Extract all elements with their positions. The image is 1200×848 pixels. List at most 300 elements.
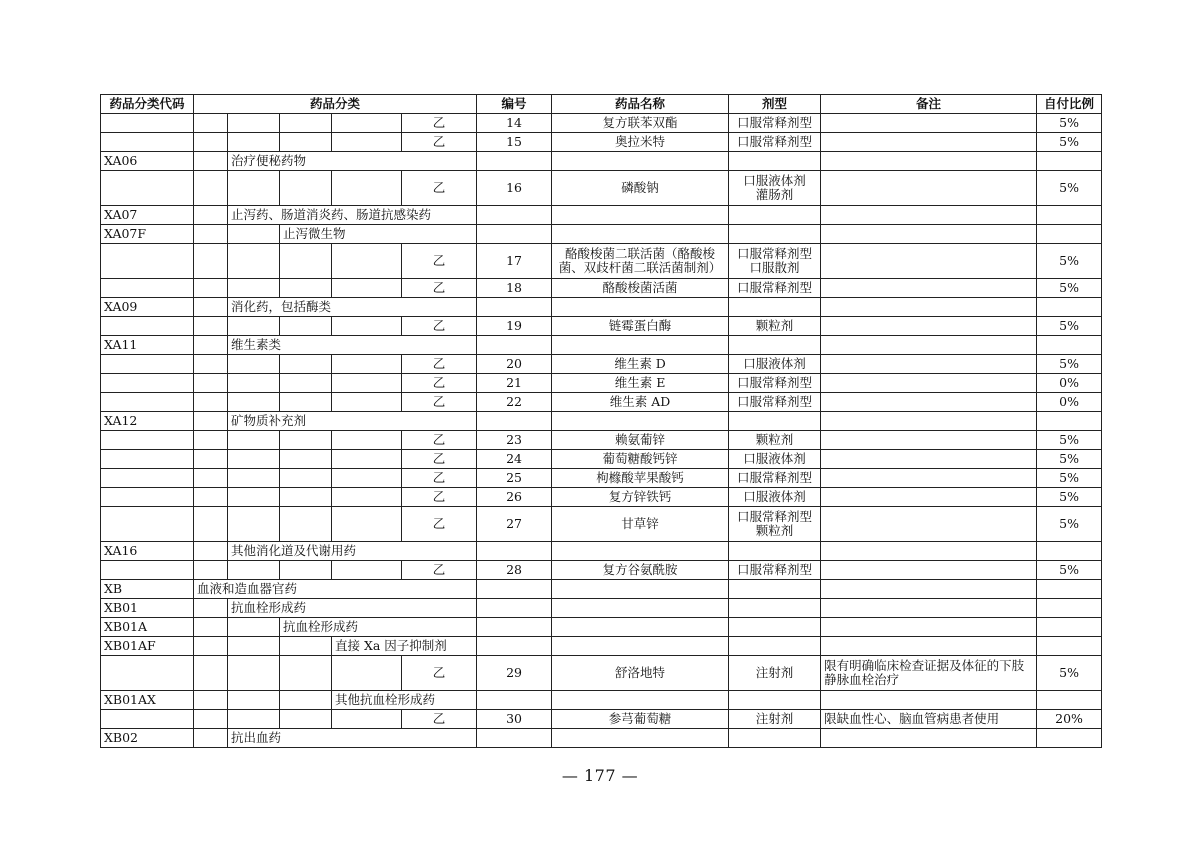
empty-remark-cell [821,152,1037,171]
category-indent-cell [194,279,228,298]
empty-remark-cell [821,298,1037,317]
empty-number-cell [477,729,552,748]
drug-number: 24 [477,450,552,469]
category-indent-cell [332,469,402,488]
category-indent-cell [194,469,228,488]
category-row [101,336,1102,355]
form-line: 口服液体剂 [743,451,806,466]
drug-grade: 乙 [402,507,477,542]
empty-ratio-cell [1037,618,1102,637]
self-pay-ratio: 5% [1037,431,1102,450]
category-indent-cell [228,507,280,542]
category-code: XB01 [101,599,194,618]
category-indent-cell [194,561,228,580]
category-indent-cell [194,691,228,710]
category-indent-cell [332,507,402,542]
drug-form [729,317,821,336]
category-indent-cell [194,599,228,618]
category-row [101,412,1102,431]
drug-form [729,488,821,507]
drug-grade: 乙 [402,114,477,133]
drug-form [729,244,821,279]
category-indent-cell [194,618,228,637]
drug-remark [821,561,1037,580]
drug-number: 19 [477,317,552,336]
empty-name-cell [552,580,729,599]
self-pay-ratio: 5% [1037,450,1102,469]
category-indent-cell [280,450,332,469]
form-line: 注射剂 [755,665,794,680]
drug-form [729,114,821,133]
category-indent-cell [280,507,332,542]
drug-row [101,507,1102,542]
category-indent-cell [332,393,402,412]
drug-row [101,171,1102,206]
category-code: XA07F [101,225,194,244]
drug-name: 酪酸梭菌活菌 [552,279,729,298]
category-label: 止泻微生物 [280,225,477,244]
empty-number-cell [477,580,552,599]
category-indent-cell [228,133,280,152]
category-indent-cell [194,317,228,336]
empty-form-cell [729,542,821,561]
empty-name-cell [552,599,729,618]
drug-form [729,393,821,412]
drug-name: 维生素 AD [552,393,729,412]
category-label: 其他消化道及代谢用药 [228,542,477,561]
category-label: 其他抗血栓形成药 [332,691,477,710]
category-code: XA11 [101,336,194,355]
drug-grade: 乙 [402,561,477,580]
category-code [101,431,194,450]
form-line: 口服常释剂型 [737,394,813,409]
drug-remark [821,133,1037,152]
drug-row [101,450,1102,469]
self-pay-ratio: 0% [1037,393,1102,412]
empty-remark-cell [821,412,1037,431]
self-pay-ratio: 5% [1037,279,1102,298]
table-header-row [101,95,1102,114]
drug-number: 17 [477,244,552,279]
category-indent-cell [280,488,332,507]
header-remark: 备注 [821,95,1037,114]
drug-grade: 乙 [402,488,477,507]
form-line: 口服常释剂型 [737,246,813,261]
category-indent-cell [332,317,402,336]
category-code: XA06 [101,152,194,171]
self-pay-ratio: 5% [1037,656,1102,691]
form-line: 注射剂 [755,711,794,726]
category-indent-cell [332,488,402,507]
drug-remark [821,393,1037,412]
empty-number-cell [477,152,552,171]
drug-number: 28 [477,561,552,580]
drug-remark [821,114,1037,133]
self-pay-ratio: 5% [1037,507,1102,542]
form-line: 口服常释剂型 [737,280,813,295]
category-label: 消化药，包括酶类 [228,298,477,317]
category-indent-cell [228,691,280,710]
category-label: 血液和造血器官药 [194,580,477,599]
drug-remark [821,244,1037,279]
empty-name-cell [552,225,729,244]
drug-row [101,393,1102,412]
category-code [101,133,194,152]
empty-number-cell [477,618,552,637]
empty-form-cell [729,691,821,710]
drug-remark: 限缺血性心、脑血管病患者使用 [821,710,1037,729]
category-indent-cell [332,279,402,298]
drug-number: 27 [477,507,552,542]
empty-number-cell [477,599,552,618]
drug-name: 参芎葡萄糖 [552,710,729,729]
drug-name: 维生素 E [552,374,729,393]
category-indent-cell [280,656,332,691]
drug-remark: 限有明确临床检查证据及体征的下肢静脉血栓治疗 [821,656,1037,691]
category-indent-cell [194,412,228,431]
drug-row [101,710,1102,729]
drug-remark [821,450,1037,469]
drug-name: 维生素 D [552,355,729,374]
drug-name: 复方联苯双酯 [552,114,729,133]
form-line: 灌肠剂 [755,187,794,202]
category-code: XB01A [101,618,194,637]
form-line: 口服常释剂型 [737,470,813,485]
empty-form-cell [729,206,821,225]
drug-remark [821,431,1037,450]
category-label: 维生素类 [228,336,477,355]
drug-grade: 乙 [402,656,477,691]
drug-name: 链霉蛋白酶 [552,317,729,336]
category-code [101,710,194,729]
empty-ratio-cell [1037,152,1102,171]
empty-name-cell [552,618,729,637]
drug-row [101,431,1102,450]
drug-grade: 乙 [402,355,477,374]
category-indent-cell [194,656,228,691]
page-number: — 177 — [561,766,639,785]
empty-ratio-cell [1037,412,1102,431]
category-indent-cell [194,542,228,561]
drug-grade: 乙 [402,431,477,450]
empty-remark-cell [821,637,1037,656]
empty-form-cell [729,618,821,637]
category-code: XA12 [101,412,194,431]
drug-name: 葡萄糖酸钙锌 [552,450,729,469]
category-indent-cell [194,206,228,225]
category-indent-cell [228,637,280,656]
category-label: 抗血栓形成药 [280,618,477,637]
category-indent-cell [280,355,332,374]
drug-grade: 乙 [402,317,477,336]
drug-name: 酪酸梭菌二联活菌（酪酸梭菌、双歧杆菌二联活菌制剂） [552,244,729,279]
category-indent-cell [228,618,280,637]
self-pay-ratio: 5% [1037,355,1102,374]
category-indent-cell [194,507,228,542]
drug-name: 复方锌铁钙 [552,488,729,507]
category-indent-cell [228,225,280,244]
empty-form-cell [729,412,821,431]
category-indent-cell [280,431,332,450]
header-code: 药品分类代码 [101,95,194,114]
form-line: 口服常释剂型 [737,509,813,524]
category-indent-cell [228,393,280,412]
category-code [101,393,194,412]
empty-name-cell [552,206,729,225]
category-indent-cell [228,710,280,729]
category-indent-cell [228,355,280,374]
drug-row [101,133,1102,152]
category-indent-cell [332,374,402,393]
drug-name: 复方谷氨酰胺 [552,561,729,580]
empty-ratio-cell [1037,225,1102,244]
drug-form [729,431,821,450]
self-pay-ratio: 5% [1037,114,1102,133]
category-indent-cell [228,279,280,298]
drug-remark [821,374,1037,393]
empty-form-cell [729,336,821,355]
drug-row [101,317,1102,336]
category-code [101,488,194,507]
drug-form [729,710,821,729]
empty-ratio-cell [1037,637,1102,656]
form-line: 颗粒剂 [755,318,794,333]
empty-ratio-cell [1037,298,1102,317]
drug-grade: 乙 [402,279,477,298]
drug-catalog-table [100,94,1102,748]
category-code [101,114,194,133]
empty-form-cell [729,637,821,656]
drug-name: 奥拉米特 [552,133,729,152]
category-code [101,507,194,542]
empty-remark-cell [821,542,1037,561]
drug-number: 21 [477,374,552,393]
category-label: 抗出血药 [228,729,477,748]
self-pay-ratio: 5% [1037,244,1102,279]
empty-remark-cell [821,729,1037,748]
empty-remark-cell [821,580,1037,599]
empty-ratio-cell [1037,729,1102,748]
category-indent-cell [332,355,402,374]
category-indent-cell [332,171,402,206]
category-row [101,206,1102,225]
empty-number-cell [477,691,552,710]
category-row [101,298,1102,317]
empty-number-cell [477,637,552,656]
category-code [101,244,194,279]
category-row [101,152,1102,171]
category-label: 矿物质补充剂 [228,412,477,431]
category-indent-cell [194,152,228,171]
category-row [101,729,1102,748]
drug-number: 22 [477,393,552,412]
category-indent-cell [332,656,402,691]
drug-name: 舒洛地特 [552,656,729,691]
drug-row [101,469,1102,488]
header-name: 药品名称 [552,95,729,114]
self-pay-ratio: 5% [1037,469,1102,488]
category-indent-cell [280,244,332,279]
category-label: 直接 Xa 因子抑制剂 [332,637,477,656]
category-indent-cell [332,450,402,469]
drug-grade: 乙 [402,171,477,206]
category-indent-cell [280,317,332,336]
empty-ratio-cell [1037,580,1102,599]
category-code [101,279,194,298]
drug-name: 磷酸钠 [552,171,729,206]
category-indent-cell [228,469,280,488]
category-indent-cell [194,133,228,152]
category-code [101,355,194,374]
category-indent-cell [228,374,280,393]
drug-remark [821,279,1037,298]
category-indent-cell [194,374,228,393]
category-label: 抗血栓形成药 [228,599,477,618]
drug-remark [821,355,1037,374]
drug-remark [821,507,1037,542]
header-category: 药品分类 [194,95,477,114]
form-line: 口服常释剂型 [737,562,813,577]
drug-form [729,656,821,691]
empty-ratio-cell [1037,542,1102,561]
form-line: 口服常释剂型 [737,375,813,390]
form-line: 颗粒剂 [755,523,794,538]
category-indent-cell [194,488,228,507]
drug-number: 30 [477,710,552,729]
empty-name-cell [552,336,729,355]
drug-grade: 乙 [402,469,477,488]
category-row [101,542,1102,561]
drug-remark [821,171,1037,206]
drug-number: 29 [477,656,552,691]
empty-ratio-cell [1037,336,1102,355]
self-pay-ratio: 5% [1037,171,1102,206]
empty-remark-cell [821,618,1037,637]
category-indent-cell [332,244,402,279]
empty-form-cell [729,225,821,244]
category-indent-cell [228,431,280,450]
category-code: XB [101,580,194,599]
category-indent-cell [228,171,280,206]
category-indent-cell [332,431,402,450]
empty-ratio-cell [1037,206,1102,225]
category-indent-cell [228,244,280,279]
category-indent-cell [280,171,332,206]
empty-form-cell [729,580,821,599]
category-indent-cell [280,710,332,729]
drug-remark [821,317,1037,336]
empty-number-cell [477,206,552,225]
category-indent-cell [228,561,280,580]
category-indent-cell [280,637,332,656]
empty-form-cell [729,729,821,748]
category-indent-cell [194,637,228,656]
drug-number: 16 [477,171,552,206]
header-number: 编号 [477,95,552,114]
category-code: XB02 [101,729,194,748]
category-indent-cell [228,656,280,691]
category-indent-cell [194,355,228,374]
empty-name-cell [552,542,729,561]
empty-name-cell [552,637,729,656]
form-line: 口服液体剂 [743,173,806,188]
drug-row [101,355,1102,374]
category-indent-cell [280,469,332,488]
category-code: XA07 [101,206,194,225]
empty-name-cell [552,152,729,171]
drug-row [101,656,1102,691]
empty-remark-cell [821,599,1037,618]
category-indent-cell [194,114,228,133]
drug-form [729,450,821,469]
empty-ratio-cell [1037,691,1102,710]
drug-form [729,469,821,488]
drug-grade: 乙 [402,450,477,469]
drug-remark [821,469,1037,488]
empty-number-cell [477,336,552,355]
drug-number: 23 [477,431,552,450]
drug-form [729,355,821,374]
drug-remark [821,488,1037,507]
header-form: 剂型 [729,95,821,114]
category-indent-cell [332,114,402,133]
form-line: 口服常释剂型 [737,115,813,130]
empty-remark-cell [821,206,1037,225]
drug-grade: 乙 [402,244,477,279]
drug-number: 18 [477,279,552,298]
drug-row [101,374,1102,393]
category-indent-cell [332,710,402,729]
category-row [101,599,1102,618]
category-indent-cell [280,393,332,412]
drug-number: 15 [477,133,552,152]
category-indent-cell [194,729,228,748]
category-code: XB01AX [101,691,194,710]
drug-grade: 乙 [402,393,477,412]
drug-row [101,561,1102,580]
category-indent-cell [228,317,280,336]
drug-number: 20 [477,355,552,374]
category-row [101,691,1102,710]
self-pay-ratio: 5% [1037,317,1102,336]
drug-form [729,171,821,206]
category-code [101,469,194,488]
category-indent-cell [194,431,228,450]
self-pay-ratio: 20% [1037,710,1102,729]
category-code [101,171,194,206]
drug-name: 甘草锌 [552,507,729,542]
self-pay-ratio: 5% [1037,133,1102,152]
category-indent-cell [194,171,228,206]
empty-number-cell [477,412,552,431]
category-indent-cell [194,336,228,355]
drug-name: 枸橼酸苹果酸钙 [552,469,729,488]
category-label: 止泻药、肠道消炎药、肠道抗感染药 [228,206,477,225]
drug-form [729,374,821,393]
empty-name-cell [552,691,729,710]
drug-grade: 乙 [402,710,477,729]
drug-row [101,488,1102,507]
category-code [101,450,194,469]
category-indent-cell [332,133,402,152]
category-row [101,618,1102,637]
drug-row [101,279,1102,298]
category-indent-cell [280,133,332,152]
category-indent-cell [228,488,280,507]
category-code: XB01AF [101,637,194,656]
drug-row [101,244,1102,279]
empty-name-cell [552,729,729,748]
